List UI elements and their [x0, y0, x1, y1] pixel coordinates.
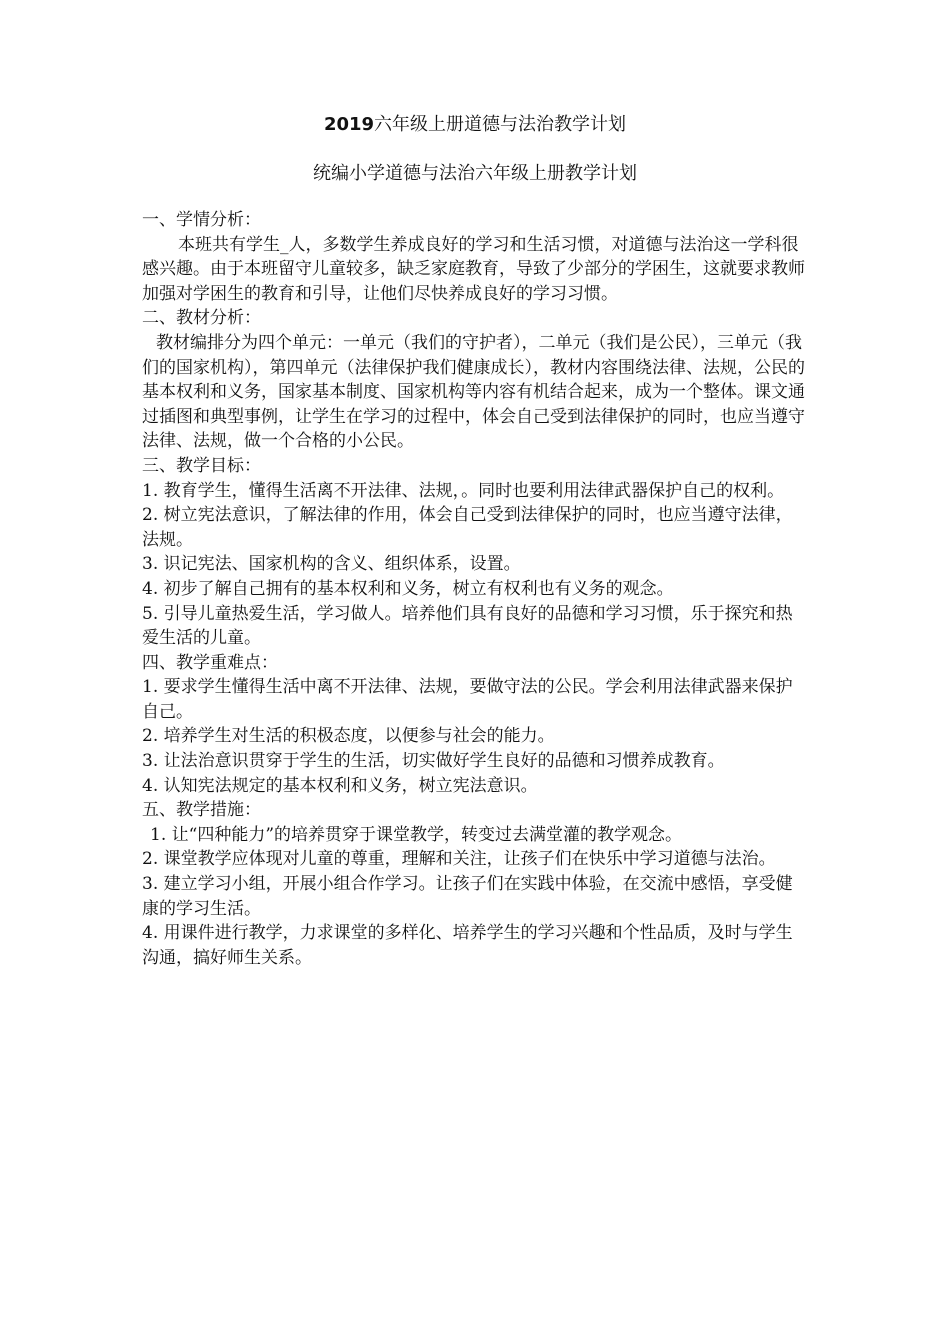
list-item: 2. 树立宪法意识，了解法律的作用，体会自己受到法律保护的同时，也应当遵守法律，法规。	[142, 505, 793, 550]
list-item: 4. 认知宪法规定的基本权利和义务，树立宪法意识。	[142, 775, 538, 796]
section-heading-textbook-analysis: 二、教材分析：	[142, 308, 261, 329]
list-item: 4. 用课件进行教学，力求课堂的多样化、培养学生的学习兴趣和个性品质，及时与学生沟通，搞好师生关系。	[142, 923, 793, 968]
list-item: 2. 课堂教学应体现对儿童的尊重，理解和关注，让孩子们在快乐中学习道德与法治。	[142, 849, 776, 870]
paragraph-textbook-analysis: 教材编排分为四个单元：一单元（我们的守护者），二单元（我们是公民），三单元（我们的国家机构），第四单元（法律保护我们健康成长），教材内容围绕法律、法规，公民的基本权利和义务，国家基本制度、国家机构等内容有机结合起来，成为一个整体。课文通过插图和典型事例，让学生在学习的过程中，体会自己受到法律保护的同时，也应当遵守法律、法规，做一个合格的小公民。	[142, 332, 805, 452]
document-title	[0, 112, 950, 138]
section-heading-learning-analysis: 一、学情分析：	[142, 210, 261, 230]
document-body	[142, 208, 808, 970]
list-item: 1. 让“四种能力”的培养贯穿于课堂教学，转变过去满堂灌的教学观念。	[150, 824, 683, 845]
section-heading-teaching-goals: 三、教学目标：	[142, 455, 261, 476]
list-item: 3. 建立学习小组，开展小组合作学习。让孩子们在实践中体验，在交流中感悟，享受健康的学习生活。	[142, 874, 793, 919]
title-text: 六年级上册道德与法治教学计划	[374, 114, 627, 135]
paragraph-learning-analysis: 本班共有学生_人，多数学生养成良好的学习和生活习惯，对道德与法治这一学科很感兴趣。由于本班留守儿童较多，缺乏家庭教育，导致了少部分的学困生，这就要求教师加强对学困生的教育和引导，让他们尽快养成良好的学习习惯。	[142, 234, 805, 304]
list-item: 1. 教育学生，懂得生活离不开法律、法规，。同时也要利用法律武器保护自己的权利。	[142, 480, 785, 501]
document-subtitle: 统编小学道德与法治六年级上册教学计划	[313, 163, 637, 184]
list-item: 4. 初步了解自己拥有的基本权利和义务，树立有权利也有义务的观念。	[142, 578, 674, 599]
list-item: 1. 要求学生懂得生活中离不开法律、法规，要做守法的公民。学会利用法律武器来保护自己。	[142, 677, 793, 722]
section-heading-key-points: 四、教学重难点：	[142, 652, 278, 673]
title-year: 2019	[323, 114, 375, 135]
list-item: 5. 引导儿童热爱生活，学习做人。培养他们具有良好的品德和学习习惯，乐于探究和热爱生活的儿童。	[142, 603, 793, 649]
list-item: 3. 让法治意识贯穿于学生的生活，切实做好学生良好的品德和习惯养成教育。	[142, 751, 725, 772]
section-heading-teaching-measures: 五、教学措施：	[142, 800, 261, 821]
list-item: 3. 识记宪法、国家机构的含义、组织体系，设置。	[142, 554, 521, 575]
list-item: 2. 培养学生对生活的积极态度，以便参与社会的能力。	[142, 726, 555, 747]
